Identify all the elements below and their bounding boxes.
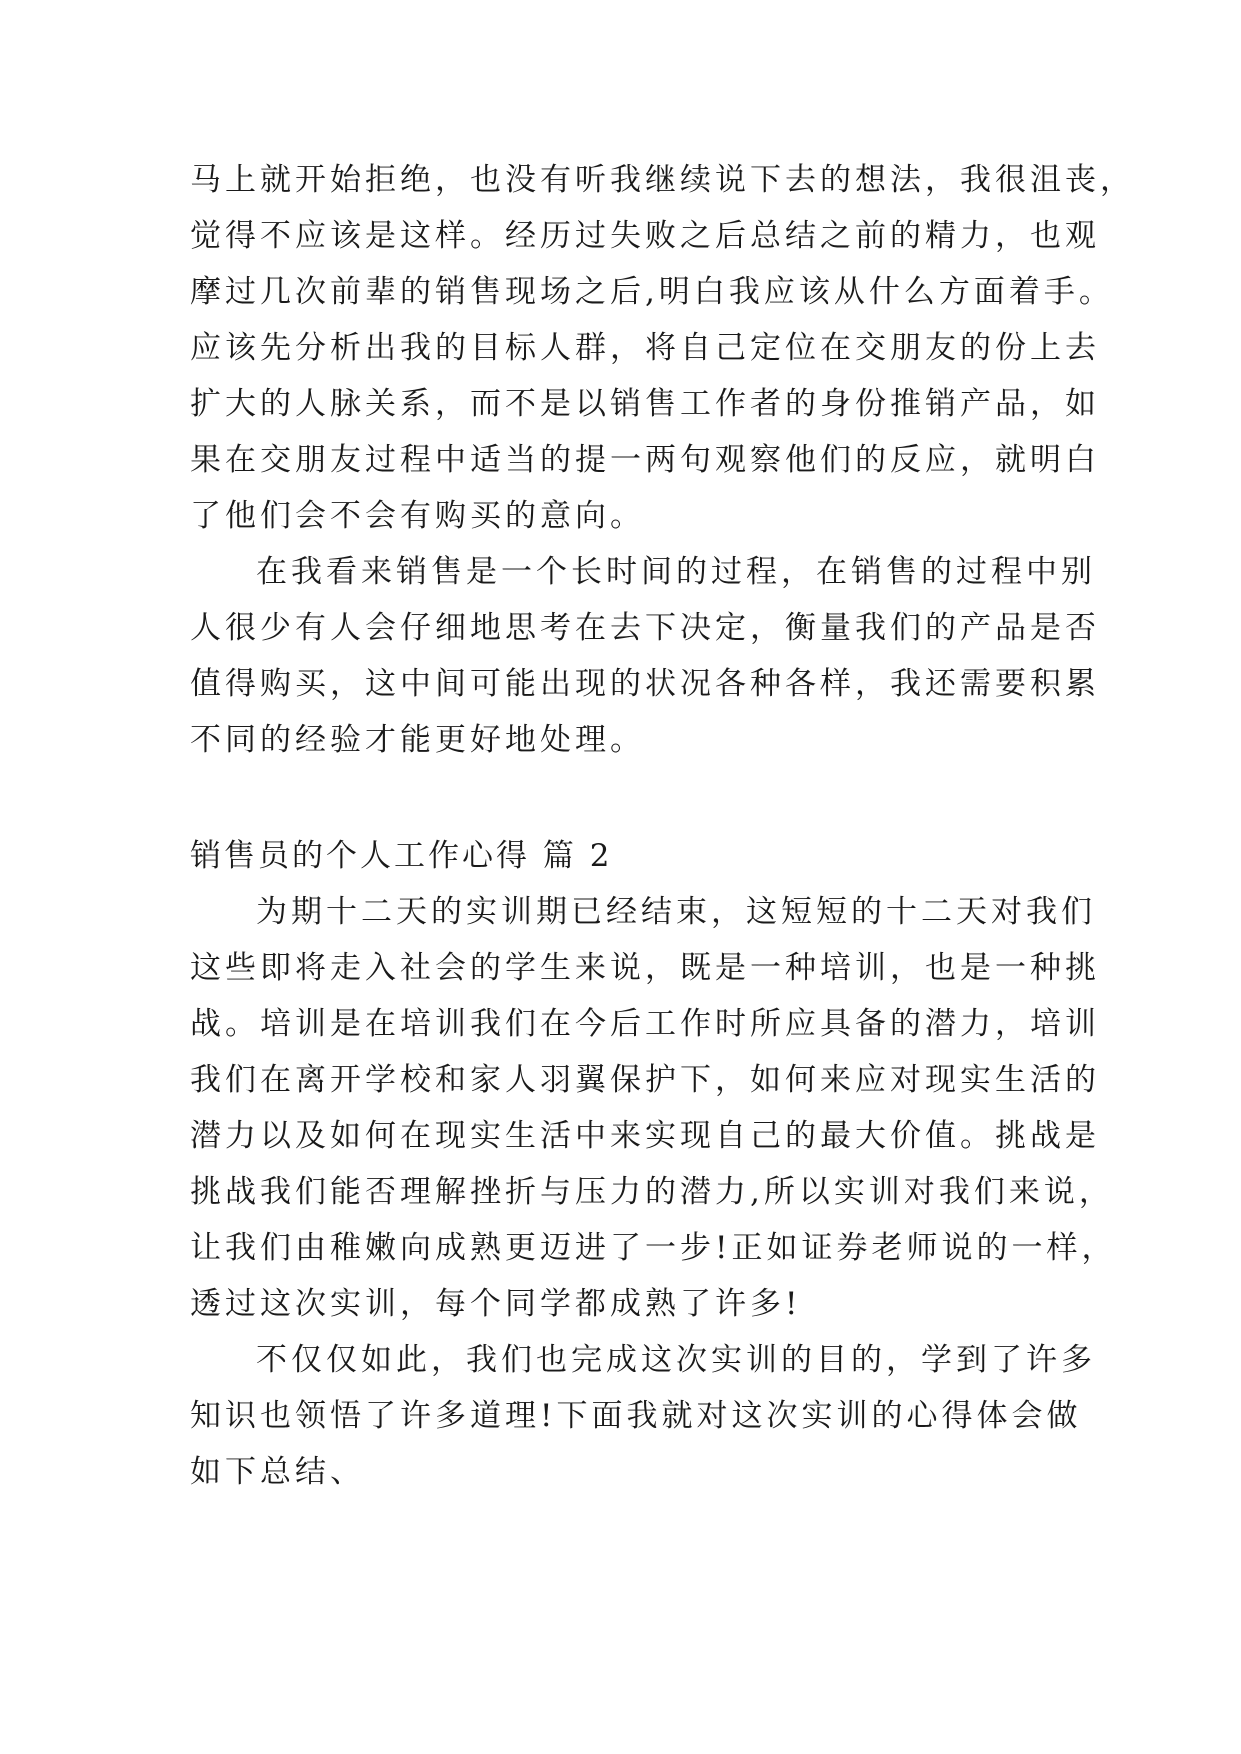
section-spacer: [190, 768, 1090, 828]
text-line: 挑战我们能否理解挫折与压力的潜力,所以实训对我们来说，: [190, 1174, 1114, 1210]
paragraph-training-summary: [190, 884, 1117, 1332]
text-line: 战。培训是在培训我们在今后工作时所应具备的潜力，培训: [190, 1006, 1100, 1042]
text-line: 摩过几次前辈的销售现场之后,明白我应该从什么方面着手。: [190, 274, 1114, 310]
text-line: 马上就开始拒绝，也没有听我继续说下去的想法，我很沮丧，: [190, 162, 1135, 198]
text-line: 人很少有人会仔细地思考在去下决定，衡量我们的产品是否: [190, 610, 1100, 646]
text-line: 如下总结、: [190, 1454, 365, 1490]
text-line: 透过这次实训，每个同学都成熟了许多!: [190, 1286, 802, 1322]
text-line: 为期十二天的实训期已经结束，这短短的十二天对我们: [256, 894, 1096, 930]
text-line: 不同的经验才能更好地处理。: [190, 722, 645, 758]
paragraph-sales-process: [190, 544, 1100, 768]
section-heading: 销售员的个人工作心得 篇 2: [190, 838, 613, 874]
text-line: 了他们会不会有购买的意向。: [190, 498, 645, 534]
text-line: 这些即将走入社会的学生来说，既是一种培训，也是一种挑: [190, 950, 1100, 986]
text-line: 应该先分析出我的目标人群，将自己定位在交朋友的份上去: [190, 330, 1100, 366]
document-body: [190, 152, 1135, 1500]
text-line: 觉得不应该是这样。经历过失败之后总结之前的精力，也观: [190, 218, 1100, 254]
paragraph-training-conclusion: [190, 1332, 1096, 1500]
text-line: 在我看来销售是一个长时间的过程，在销售的过程中别: [256, 554, 1096, 590]
text-line: 让我们由稚嫩向成熟更迈进了一步!正如证券老师说的一样，: [190, 1230, 1117, 1266]
text-line: 果在交朋友过程中适当的提一两句观察他们的反应，就明白: [190, 442, 1100, 478]
text-line: 潜力以及如何在现实生活中来实现自己的最大价值。挑战是: [190, 1118, 1100, 1154]
paragraph-refusal-reflection: [190, 152, 1135, 544]
text-line: 知识也领悟了许多道理!下面我就对这次实训的心得体会做: [190, 1398, 1082, 1434]
text-line: 值得购买，这中间可能出现的状况各种各样，我还需要积累: [190, 666, 1100, 702]
text-line: 不仅仅如此，我们也完成这次实训的目的，学到了许多: [256, 1342, 1096, 1378]
text-line: 扩大的人脉关系，而不是以销售工作者的身份推销产品，如: [190, 386, 1100, 422]
text-line: 我们在离开学校和家人羽翼保护下，如何来应对现实生活的: [190, 1062, 1100, 1098]
